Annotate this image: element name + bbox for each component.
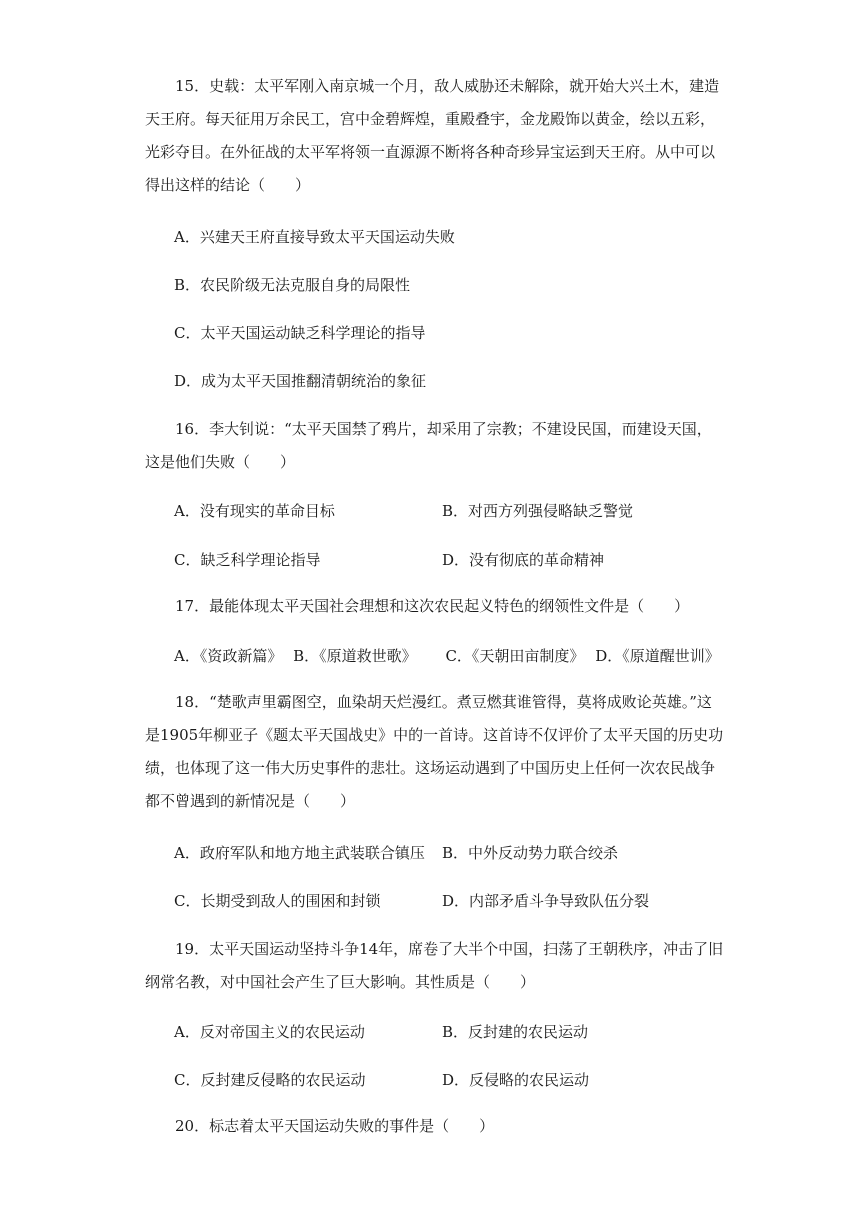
question-16-option-b: B．对西方列强侵略缺乏警觉 (442, 502, 634, 520)
question-19-option-b: B．反封建的农民运动 (442, 1023, 589, 1041)
question-19-option-a: A．反对帝国主义的农民运动 (174, 1023, 365, 1041)
question-19-option-d: D．反侵略的农民运动 (442, 1071, 590, 1089)
question-18-stem: 18．“楚歌声里霸图空，血染胡天烂漫红。煮豆燃萁谁管得，莫将成败论英雄。”这是1905年柳亚子《题太平天国战史》中的一首诗。这首诗不仅评价了太平天国的历史功绩，也体现了这一伟大历史事件的悲壮。这场运动遇到了中国历史上任何一次农民战争都不曾遇到的新情况是（ ） (145, 693, 724, 810)
question-18-option-b: B．中外反动势力联合绞杀 (442, 844, 619, 862)
question-17-option-c: C．《天朝田亩制度》 (445, 647, 585, 665)
question-16-option-a: A．没有现实的革命目标 (174, 502, 335, 520)
question-20-stem: 20．标志着太平天国运动失败的事件是（ ） (175, 1117, 495, 1135)
question-17-stem: 17．最能体现太平天国社会理想和这次农民起义特色的纲领性文件是（ ） (175, 597, 690, 615)
question-15-stem: 15．史载：太平军刚入南京城一个月，敌人威胁还未解除，就开始大兴土木，建造天王府。每天征用万余民工，宫中金碧辉煌，重殿叠宇，金龙殿饰以黄金，绘以五彩，光彩夺目。在外征战的太平军将领一直源源不断将各种奇珍异宝运到天王府。从中可以得出这样的结论（ ） (145, 77, 720, 194)
question-19-stem: 19．太平天国运动坚持斗争14年，席卷了大半个中国，扫荡了王朝秩序，冲击了旧纲常名教，对中国社会产生了巨大影响。其性质是（ ） (145, 940, 724, 991)
question-17-option-a: A．《资政新篇》 (174, 647, 283, 665)
question-16-option-d: D．没有彻底的革命精神 (442, 551, 605, 569)
question-17-option-b: B．《原道救世歌》 (293, 647, 417, 665)
question-18-option-c: C．长期受到敌人的围困和封锁 (174, 892, 381, 910)
question-15-option-d: D．成为太平天国推翻清朝统治的象征 (174, 372, 427, 390)
question-18-option-d: D．内部矛盾斗争导致队伍分裂 (442, 892, 650, 910)
question-16-option-c: C．缺乏科学理论指导 (174, 551, 321, 569)
question-15-option-a: A．兴建天王府直接导致太平天国运动失败 (174, 228, 455, 246)
question-19-option-c: C．反封建反侵略的农民运动 (174, 1071, 366, 1089)
question-17-option-d: D．《原道醒世训》 (595, 647, 720, 665)
question-15-option-c: C．太平天国运动缺乏科学理论的指导 (174, 324, 426, 342)
question-16-stem: 16．李大钊说：“太平天国禁了鸦片，却采用了宗教；不建设民国，而建设天国，这是他们失败（ ） (145, 420, 712, 471)
question-17-options-row (174, 645, 720, 667)
question-18-option-a: A．政府军队和地方地主武装联合镇压 (174, 844, 425, 862)
question-15-option-b: B．农民阶级无法克服自身的局限性 (174, 276, 411, 294)
